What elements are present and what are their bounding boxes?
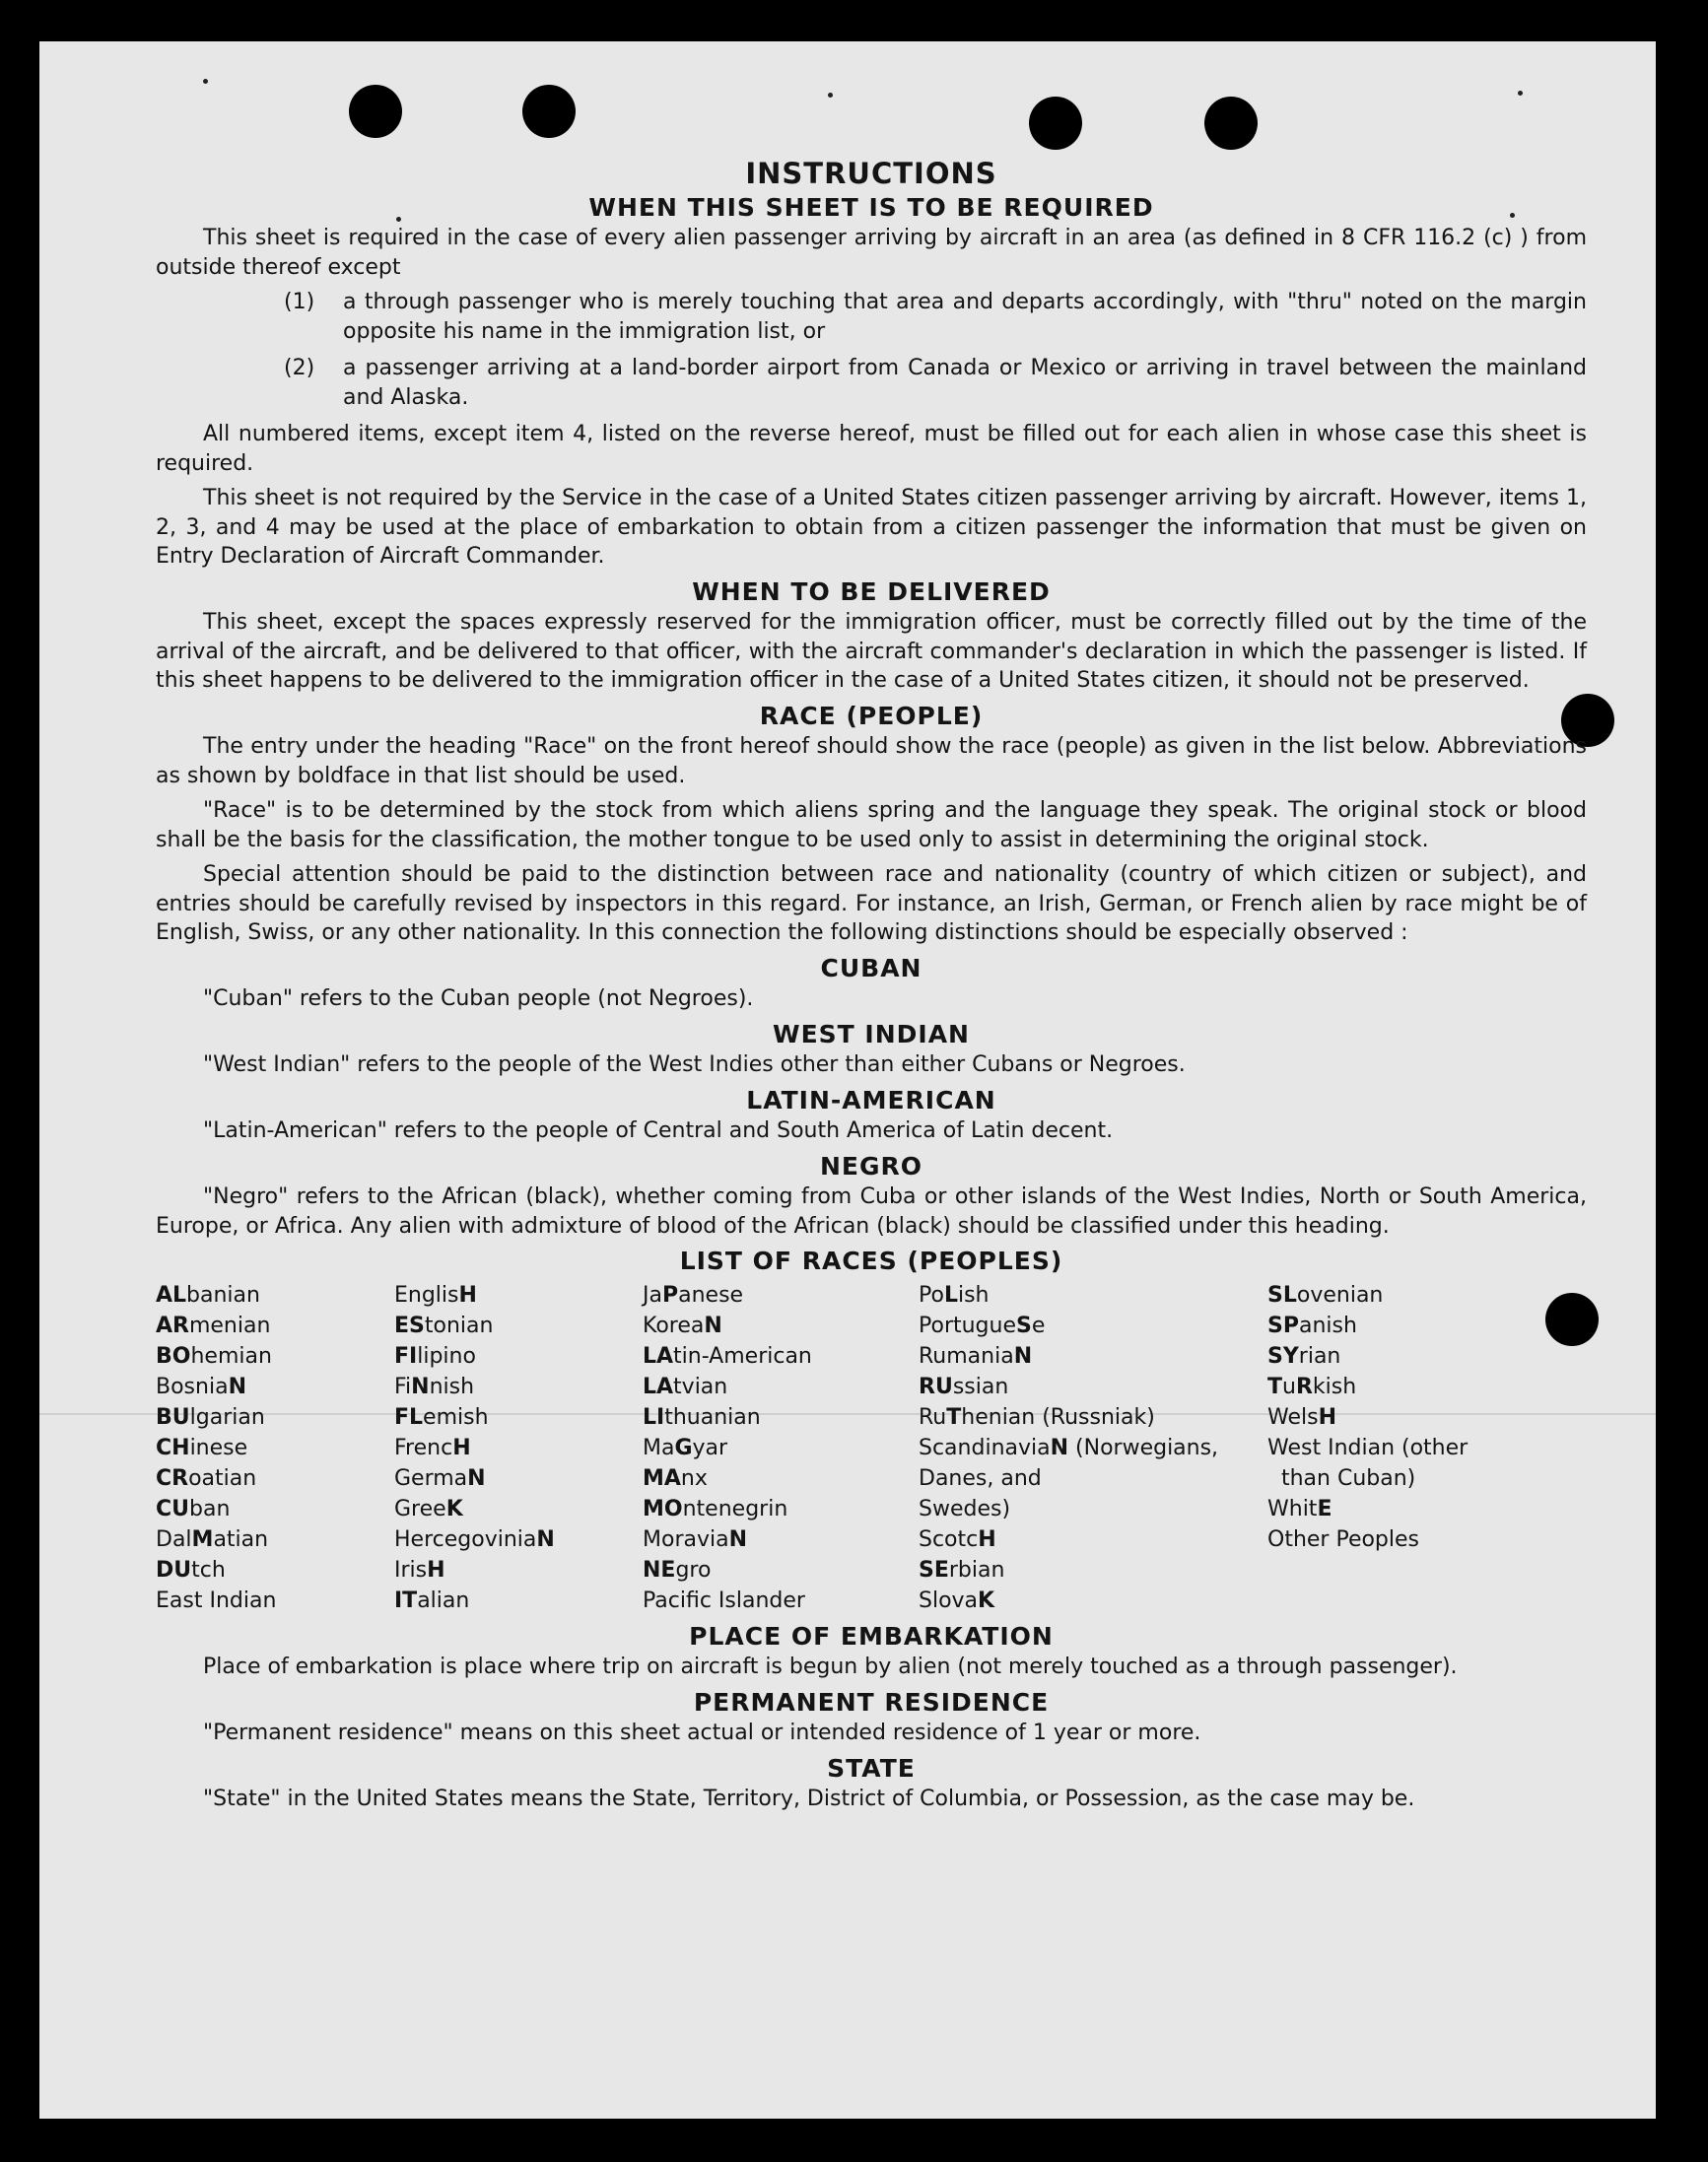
race-entry: HercegoviniaN: [394, 1526, 555, 1552]
paragraph: "Negro" refers to the African (black), whether coming from Cuba or other islands of the West Indies, North or South America, Europe, or Africa. Any alien with admixture of blood of the African (black) should be classified under this heading.: [156, 1184, 1587, 1239]
race-entry: MoraviaN: [643, 1526, 748, 1552]
page-title: INSTRUCTIONS: [745, 157, 997, 190]
race-entry: RumaniaN: [919, 1343, 1033, 1369]
paragraph: "Race" is to be determined by the stock from which aliens spring and the language they speak. The original stock or blood shall be the basis for the classification, the mother tongue to be used only to assist in determining the original stock.: [156, 798, 1587, 852]
race-entry: EnglisH: [394, 1282, 477, 1308]
races-column: [643, 1280, 919, 1616]
race-entry: CUban: [156, 1496, 231, 1521]
item-number: (2): [284, 356, 315, 380]
race-entry: SPanish: [1267, 1313, 1357, 1338]
paragraph: Special attention should be paid to the distinction between race and nationality (country of which citizen or subject), and entries should be carefully revised by inspectors in this regard. For instance, an Irish, German, or French alien by race might be of English, Swiss, or any other nationality. In this connection the following distinctions should be especially observed :: [156, 862, 1587, 945]
race-entry: Other Peoples: [1267, 1526, 1420, 1552]
race-entry: LAtin-American: [643, 1343, 812, 1369]
paragraph: Place of embarkation is place where trip on aircraft is begun by alien (not merely touched as a through passenger).: [203, 1655, 1458, 1679]
race-entry: NEgro: [643, 1557, 712, 1583]
race-entry: ScotcH: [919, 1526, 996, 1552]
race-entry: SLovenian: [1267, 1282, 1384, 1308]
race-entry: FLemish: [394, 1404, 489, 1430]
races-list: [156, 1280, 1587, 1616]
race-entry: East Indian: [156, 1588, 277, 1613]
punch-hole: [1204, 97, 1258, 150]
race-entry: MaGyar: [643, 1435, 728, 1460]
instructions-content: [156, 157, 1587, 1820]
race-entry: PoLish: [919, 1282, 990, 1308]
race-entry: RuThenian (Russniak): [919, 1404, 1155, 1430]
paragraph: This sheet is not required by the Service in the case of a United States citizen passenger arriving by aircraft. However, items 1, 2, 3, and 4 may be used at the place of embarkation to obtain from a citizen passenger the information that must be given on Entry Declaration of Aircraft Commander.: [156, 486, 1587, 569]
race-entry: ARmenian: [156, 1313, 271, 1338]
race-entry: SYrian: [1267, 1343, 1341, 1369]
race-entry: DUtch: [156, 1557, 226, 1583]
race-entry: JaPanese: [643, 1282, 744, 1308]
race-entry: Swedes): [919, 1496, 1011, 1521]
race-entry: SErbian: [919, 1557, 1005, 1583]
race-entry: LAtvian: [643, 1374, 728, 1399]
race-entry: LIthuanian: [643, 1404, 761, 1430]
race-entry: GermaN: [394, 1465, 486, 1491]
race-entry: MAnx: [643, 1465, 708, 1491]
race-entry: Danes, and: [919, 1465, 1042, 1491]
race-entry: EStonian: [394, 1313, 494, 1338]
race-entry: ITalian: [394, 1588, 470, 1613]
paragraph: All numbered items, except item 4, listed on the reverse hereof, must be filled out for each alien in whose case this sheet is required.: [156, 422, 1587, 476]
race-entry: FiNnish: [394, 1374, 475, 1399]
race-entry: GreeK: [394, 1496, 463, 1521]
heading-list-of-races: LIST OF RACES (PEOPLES): [679, 1247, 1063, 1275]
paragraph: The entry under the heading "Race" on the front hereof should show the race (people) as given in the list below. Abbreviations as shown by boldface in that list should be used.: [156, 734, 1587, 788]
race-entry: WhitE: [1267, 1496, 1332, 1521]
heading-residence: PERMANENT RESIDENCE: [693, 1687, 1050, 1717]
paragraph: This sheet is required in the case of every alien passenger arriving by aircraft in an area (as defined in 8 CFR 116.2 (c) ) from outside thereof except: [156, 226, 1587, 280]
race-entry: IrisH: [394, 1557, 445, 1583]
heading-when-delivered: WHEN TO BE DELIVERED: [692, 576, 1051, 606]
list-item: [284, 354, 1587, 412]
race-entry: FrencH: [394, 1435, 471, 1460]
paragraph: This sheet, except the spaces expressly reserved for the immigration officer, must be correctly filled out by the time of the arrival of the aircraft, and be delivered to that officer, with the aircraft commander's declaration in which the passenger is listed. If this sheet happens to be delivered to the immigration officer in the case of a United States citizen, it should not be preserved.: [156, 610, 1587, 693]
paragraph: "West Indian" refers to the people of the West Indies other than either Cubans or Negroes.: [203, 1052, 1186, 1077]
race-entry: than Cuban): [1267, 1465, 1416, 1491]
item-number: (1): [284, 290, 315, 314]
heading-latin-american: LATIN-AMERICAN: [746, 1085, 996, 1115]
heading-race: RACE (PEOPLE): [759, 701, 984, 730]
race-entry: CHinese: [156, 1435, 248, 1460]
punch-hole: [1029, 97, 1082, 150]
race-entry: WelsH: [1267, 1404, 1336, 1430]
race-entry: RUssian: [919, 1374, 1009, 1399]
races-column: [1267, 1280, 1563, 1616]
race-entry: Pacific Islander: [643, 1588, 805, 1613]
punch-hole: [522, 85, 576, 138]
paragraph: "Latin-American" refers to the people of Central and South America of Latin decent.: [203, 1118, 1114, 1143]
race-entry: BosniaN: [156, 1374, 246, 1399]
race-entry: MOntenegrin: [643, 1496, 788, 1521]
heading-state: STATE: [827, 1753, 916, 1783]
heading-negro: NEGRO: [819, 1151, 923, 1181]
race-entry: BOhemian: [156, 1343, 272, 1369]
item-text: a passenger arriving at a land-border airport from Canada or Mexico or arriving in travel between the mainland and Alaska.: [343, 356, 1587, 410]
item-text: a through passenger who is merely touching that area and departs accordingly, with "thru" noted on the margin opposite his name in the immigration list, or: [343, 290, 1587, 344]
heading-when-required: WHEN THIS SHEET IS TO BE REQUIRED: [588, 192, 1154, 222]
race-entry: DalMatian: [156, 1526, 269, 1552]
heading-west-indian: WEST INDIAN: [773, 1019, 970, 1048]
heading-cuban: CUBAN: [820, 953, 922, 982]
race-entry: BUlgarian: [156, 1404, 265, 1430]
race-entry: ALbanian: [156, 1282, 260, 1308]
race-entry: TuRkish: [1267, 1374, 1357, 1399]
paragraph: "Cuban" refers to the Cuban people (not Negroes).: [203, 986, 754, 1011]
race-entry: PortugueSe: [919, 1313, 1046, 1338]
paragraph: "State" in the United States means the State, Territory, District of Columbia, or Possession, as the case may be.: [203, 1787, 1415, 1811]
race-entry: SlovaK: [919, 1588, 995, 1613]
document-page: [39, 41, 1656, 2119]
heading-embarkation: PLACE OF EMBARKATION: [689, 1621, 1054, 1651]
race-entry: KoreaN: [643, 1313, 722, 1338]
race-entry: CRoatian: [156, 1465, 257, 1491]
race-entry: ScandinaviaN (Norwegians,: [919, 1435, 1219, 1460]
race-entry: West Indian (other: [1267, 1435, 1469, 1460]
list-item: [284, 288, 1587, 346]
races-column: [394, 1280, 643, 1616]
paragraph: "Permanent residence" means on this sheet actual or intended residence of 1 year or more.: [203, 1721, 1201, 1745]
race-entry: FIlipino: [394, 1343, 476, 1369]
punch-hole: [349, 85, 402, 138]
races-column: [919, 1280, 1267, 1616]
races-column: [156, 1280, 394, 1616]
